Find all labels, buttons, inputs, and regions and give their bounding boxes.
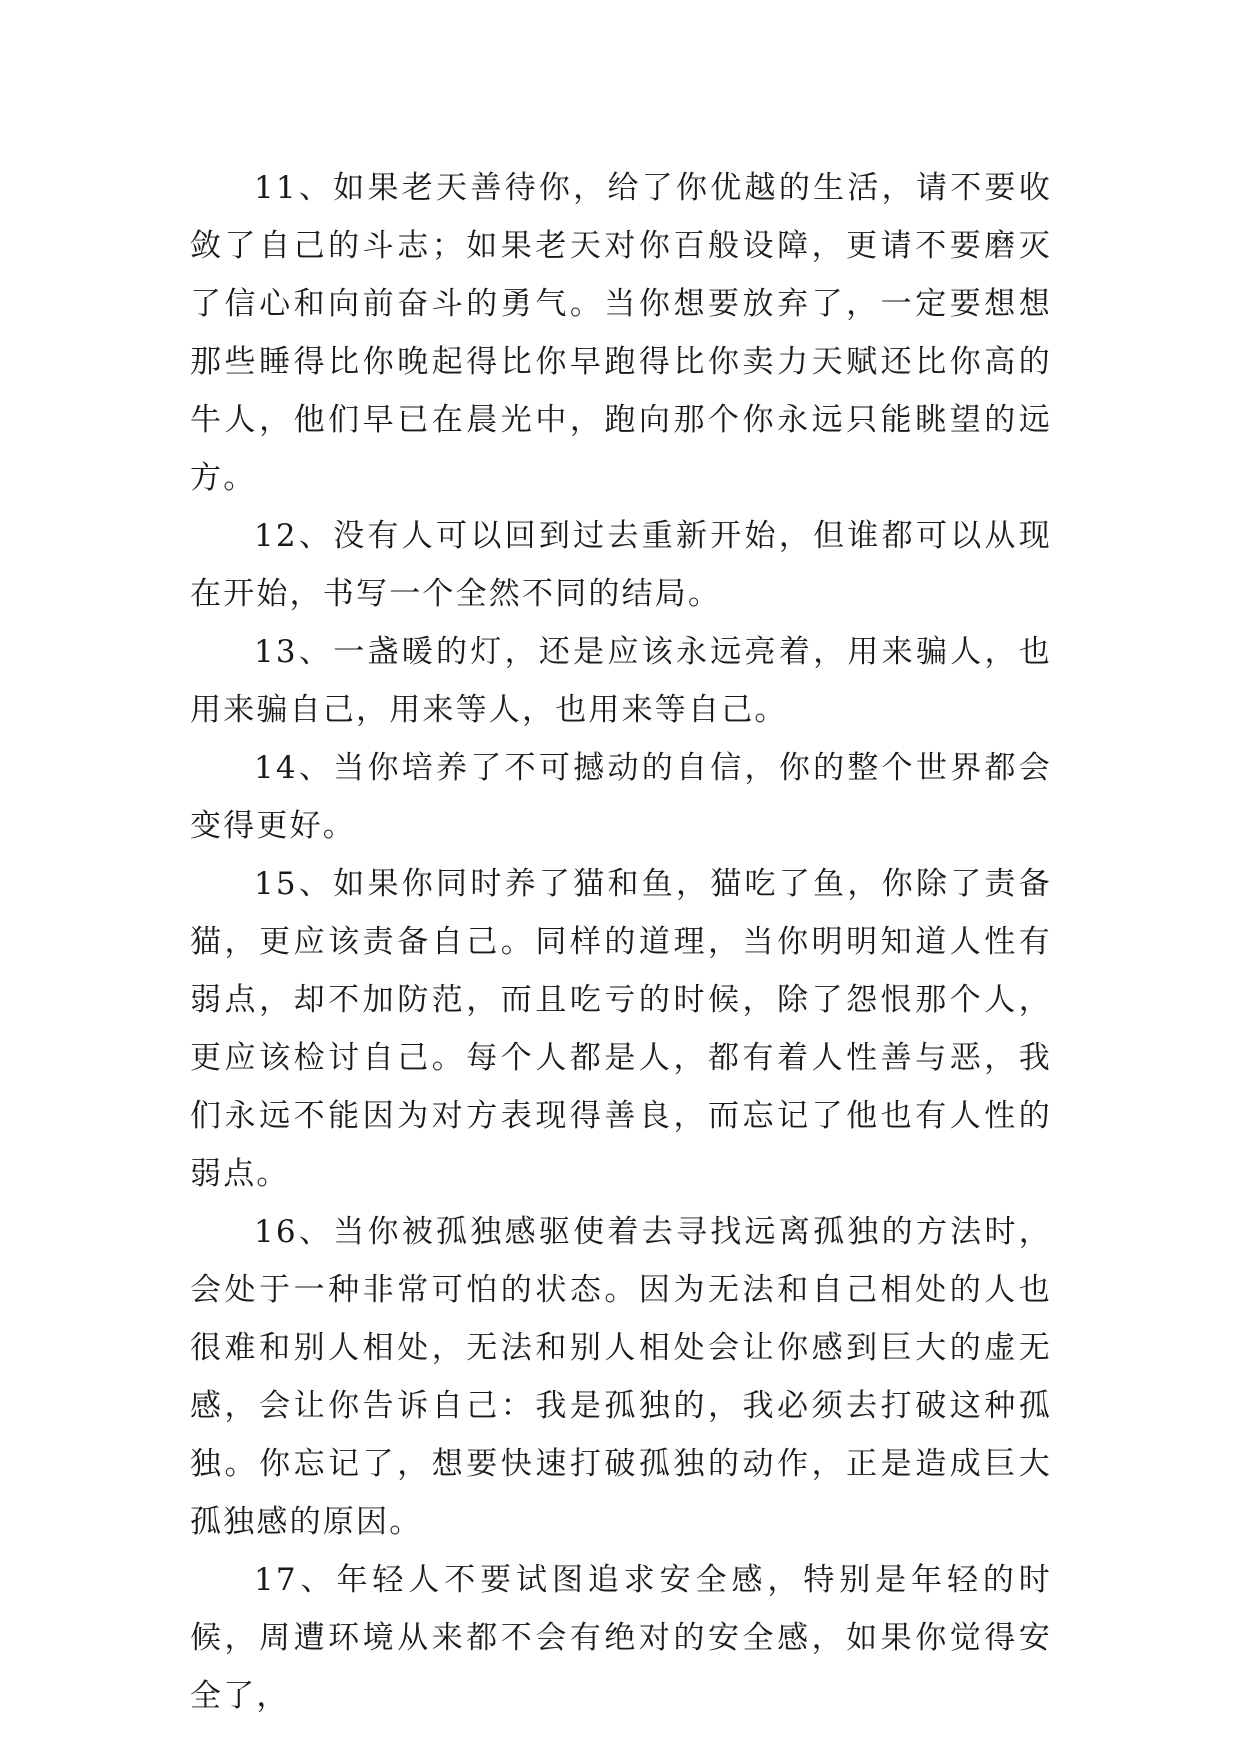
paragraph-16: 16、当你被孤独感驱使着去寻找远离孤独的方法时，会处于一种非常可怕的状态。因为无法和自己相处的人也很难和别人相处，无法和别人相处会让你感到巨大的虚无感，会让你告诉自己：我是孤独的，我必须去打破这种孤独。你忘记了，想要快速打破孤独的动作，正是造成巨大孤独感的原因。 xyxy=(190,1214,1052,1540)
paragraph-12: 12、没有人可以回到过去重新开始，但谁都可以从现在开始，书写一个全然不同的结局。 xyxy=(190,518,1052,612)
paragraph-14: 14、当你培养了不可撼动的自信，你的整个世界都会变得更好。 xyxy=(190,750,1052,844)
paragraph-17: 17、年轻人不要试图追求安全感，特别是年轻的时候，周遭环境从来都不会有绝对的安全感，如果你觉得安全了， xyxy=(190,1562,1052,1714)
document-body xyxy=(190,159,1052,1725)
paragraph-11: 11、如果老天善待你，给了你优越的生活，请不要收敛了自己的斗志；如果老天对你百般设障，更请不要磨灭了信心和向前奋斗的勇气。当你想要放弃了，一定要想想那些睡得比你晚起得比你早跑得比你卖力天赋还比你高的牛人，他们早已在晨光中，跑向那个你永远只能眺望的远方。 xyxy=(190,170,1052,496)
paragraph-15: 15、如果你同时养了猫和鱼，猫吃了鱼，你除了责备猫，更应该责备自己。同样的道理，当你明明知道人性有弱点，却不加防范，而且吃亏的时候，除了怨恨那个人，更应该检讨自己。每个人都是人，都有着人性善与恶，我们永远不能因为对方表现得善良，而忘记了他也有人性的弱点。 xyxy=(190,866,1052,1192)
paragraph-13: 13、一盏暖的灯，还是应该永远亮着，用来骗人，也用来骗自己，用来等人，也用来等自己。 xyxy=(190,634,1052,728)
